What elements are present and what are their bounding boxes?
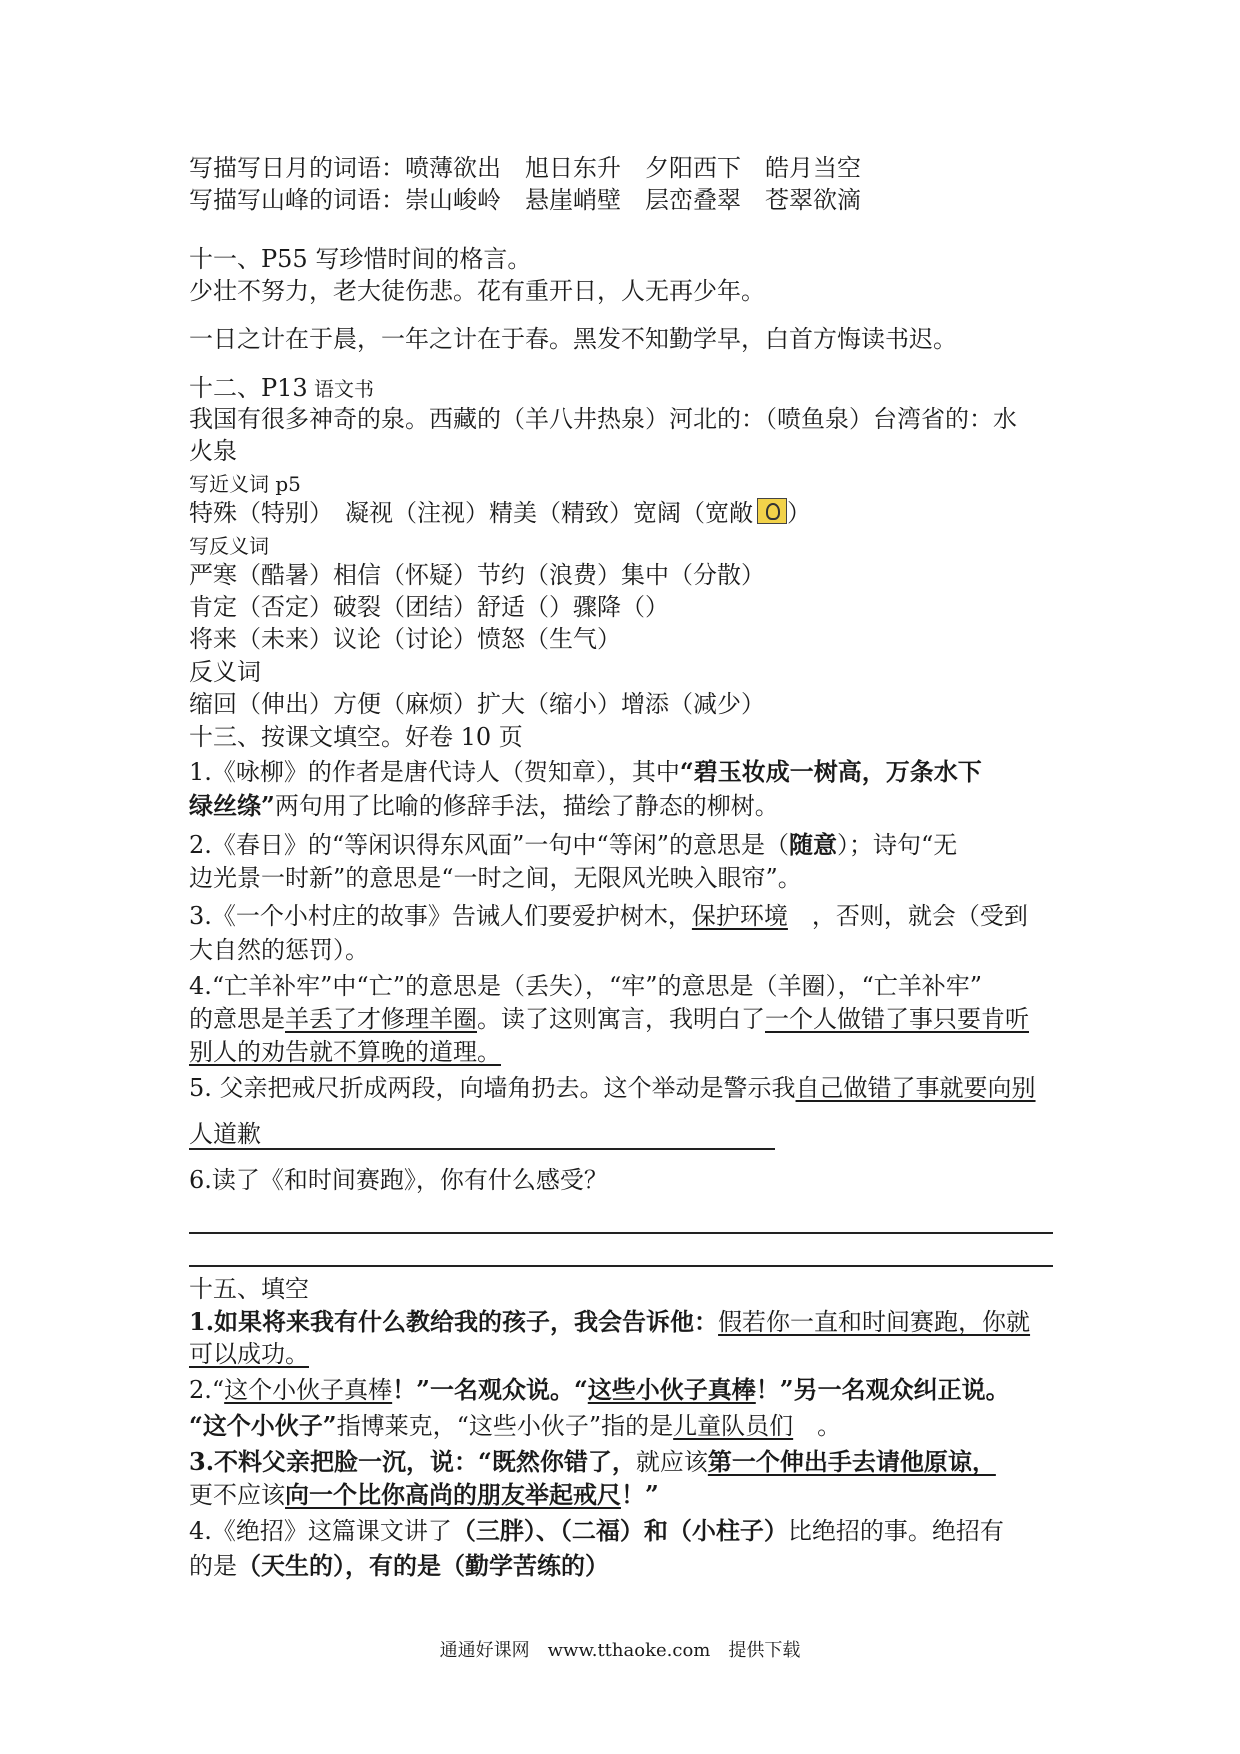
bold-segment: 3.不料父亲把脸一沉，说：“既然你错了， xyxy=(189,1447,636,1476)
text-line xyxy=(189,1479,659,1511)
text-segment: 特殊（特别） 凝视（注视）精美（精致）宽阔（宽敞 xyxy=(189,499,753,527)
answer-segment: （天生的），有的是（勤学苦练的） xyxy=(237,1551,609,1580)
text-line: 大自然的惩罚）。 xyxy=(189,936,369,964)
text-line xyxy=(189,1374,1010,1406)
text-line: 4.“亡羊补牢”中“亡”的意思是（丢失），“牢”的意思是（羊圈），“亡羊补牢” xyxy=(189,972,983,1000)
text-line xyxy=(189,1515,1004,1547)
text-segment: ） xyxy=(787,499,811,527)
text-segment: 2.“ xyxy=(189,1376,225,1404)
bold-segment: ！”一名观众说。“ xyxy=(392,1375,588,1404)
answer-blank-line xyxy=(189,1148,775,1150)
text-line: 严寒（酷暑）相信（怀疑）节约（浪费）集中（分散） xyxy=(189,561,765,589)
text-segment: 更不应该 xyxy=(189,1481,285,1509)
bold-segment: 绿丝绦” xyxy=(189,791,275,820)
text-segment: 1.《咏柳》的作者是唐代诗人（贺知章），其中 xyxy=(189,758,680,786)
text-segment: 两句用了比喻的修辞手法，描绘了静态的柳树。 xyxy=(274,792,779,820)
answer-segment: 保护环境 xyxy=(691,902,788,930)
answer-line: 可以成功。 xyxy=(189,1340,309,1368)
text-segment: 的意思是 xyxy=(189,1005,285,1033)
answer-segment: 第一个伸出手去请他原谅， xyxy=(707,1447,996,1476)
text-line xyxy=(189,1072,1036,1104)
text-segment: 3.《一个小村庄的故事》告诫人们要爱护树木， xyxy=(189,902,692,930)
text-segment: 就应该 xyxy=(635,1448,708,1476)
answer-segment: （三胖）、（二福）和（小柱子） xyxy=(451,1516,788,1545)
text-line: 肯定（否定）破裂（团结）舒适（）骤降（） xyxy=(189,593,669,621)
subheading: 反义词 xyxy=(189,658,261,686)
answer-segment: 假若你一直和时间赛跑，你就 xyxy=(718,1308,1031,1336)
answer-line: 别人的劝告就不算晚的道理。 xyxy=(189,1038,501,1066)
text-line: 将来（未来）议论（讨论）愤怒（生气） xyxy=(189,625,621,653)
heading-note: 语文书 xyxy=(307,377,375,401)
text-line: 边光景一时新”的意思是“一时之间，无限风光映入眼帘”。 xyxy=(189,864,802,892)
text-line xyxy=(189,1446,996,1478)
answer-segment: 羊丢了才修理羊圈 xyxy=(285,1005,477,1033)
text-line: 缩回（伸出）方便（麻烦）扩大（缩小）增添（减少） xyxy=(189,690,765,718)
text-line xyxy=(189,1306,1030,1338)
text-segment: 比绝招的事。绝招有 xyxy=(787,1517,1004,1545)
text-line: 少壮不努力，老大徒伤悲。花有重开日，人无再少年。 xyxy=(189,277,765,305)
text-line xyxy=(189,1550,609,1582)
bold-segment: 1.如果将来我有什么教给我的孩子，我会告诉他： xyxy=(189,1307,719,1336)
text-line xyxy=(189,900,1028,932)
text-line: 写描写山峰的词语：崇山峻岭 悬崖峭壁 层峦叠翠 苍翠欲滴 xyxy=(189,186,861,214)
text-segment: ）；诗句“无 xyxy=(836,831,958,859)
section-heading: 十一、P55 写珍惜时间的格言。 xyxy=(189,245,532,273)
text-line: 写描写日月的词语：喷薄欲出 旭日东升 夕阳西下 皓月当空 xyxy=(189,154,861,182)
text-segment: ，否则，就会（受到 xyxy=(787,902,1028,930)
heading-text: 十二、P13 xyxy=(189,374,308,402)
text-segment: 的是 xyxy=(189,1552,237,1580)
bold-segment: ！” xyxy=(621,1480,659,1509)
bold-segment: “这个小伙子” xyxy=(189,1411,337,1440)
text-line xyxy=(189,790,779,822)
section-heading: 十三、按课文填空。好卷 10 页 xyxy=(189,723,523,751)
page-footer: 通通好课网 www.tthaoke.com 提供下载 xyxy=(439,1640,801,1661)
answer-segment: 向一个比你高尚的朋友举起戒尺 xyxy=(285,1480,621,1509)
answer-segment: 这些小伙子真棒 xyxy=(587,1375,756,1404)
answer-line: 人道歉 xyxy=(189,1120,261,1148)
text-line xyxy=(189,829,957,861)
subheading: 写反义词 xyxy=(189,534,269,558)
edit-object-icon xyxy=(757,498,787,524)
text-segment: 5. 父亲把戒尺折成两段，向墙角扔去。这个举动是警示我 xyxy=(189,1074,796,1102)
question-line: 6.读了《和时间赛跑》，你有什么感受？ xyxy=(189,1166,608,1194)
answer-segment: 儿童队员们 xyxy=(673,1412,794,1440)
answer-blank-line xyxy=(189,1232,1053,1234)
text-line: 我国有很多神奇的泉。西藏的（羊八井热泉）河北的：（喷鱼泉）台湾省的：水 xyxy=(189,405,1017,433)
bold-segment: “碧玉妆成一树高，万条水下 xyxy=(679,757,982,786)
subheading: 写近义词 p5 xyxy=(189,472,301,496)
answer-segment: 一个人做错了事只要肯听 xyxy=(765,1005,1029,1033)
answer-segment: 自己做错了事就要向别 xyxy=(795,1074,1036,1102)
text-line: 火泉 xyxy=(189,437,237,465)
text-segment: 4.《绝招》这篇课文讲了 xyxy=(189,1517,452,1545)
answer-blank-line xyxy=(189,1265,1053,1267)
text-line xyxy=(189,756,982,788)
text-segment: 。 xyxy=(793,1412,842,1440)
text-line xyxy=(189,1003,1029,1035)
section-heading: 十五、填空 xyxy=(189,1275,309,1303)
text-segment: 2.《春日》的“等闲识得东风面”一句中“等闲”的意思是（ xyxy=(189,831,789,859)
answer-segment: 随意 xyxy=(788,830,837,859)
text-segment: 指博莱克，“这些小伙子”指的是 xyxy=(336,1412,674,1440)
section-heading xyxy=(189,372,374,405)
text-line: 一日之计在于晨，一年之计在于春。黑发不知勤学早，白首方悔读书迟。 xyxy=(189,325,957,353)
answer-segment: 这个小伙子真棒 xyxy=(224,1376,393,1404)
text-line xyxy=(189,497,811,529)
text-segment: 。读了这则寓言，我明白了 xyxy=(477,1005,765,1033)
bold-segment: ！”另一名观众纠正说。 xyxy=(755,1375,1010,1404)
text-line xyxy=(189,1410,841,1442)
